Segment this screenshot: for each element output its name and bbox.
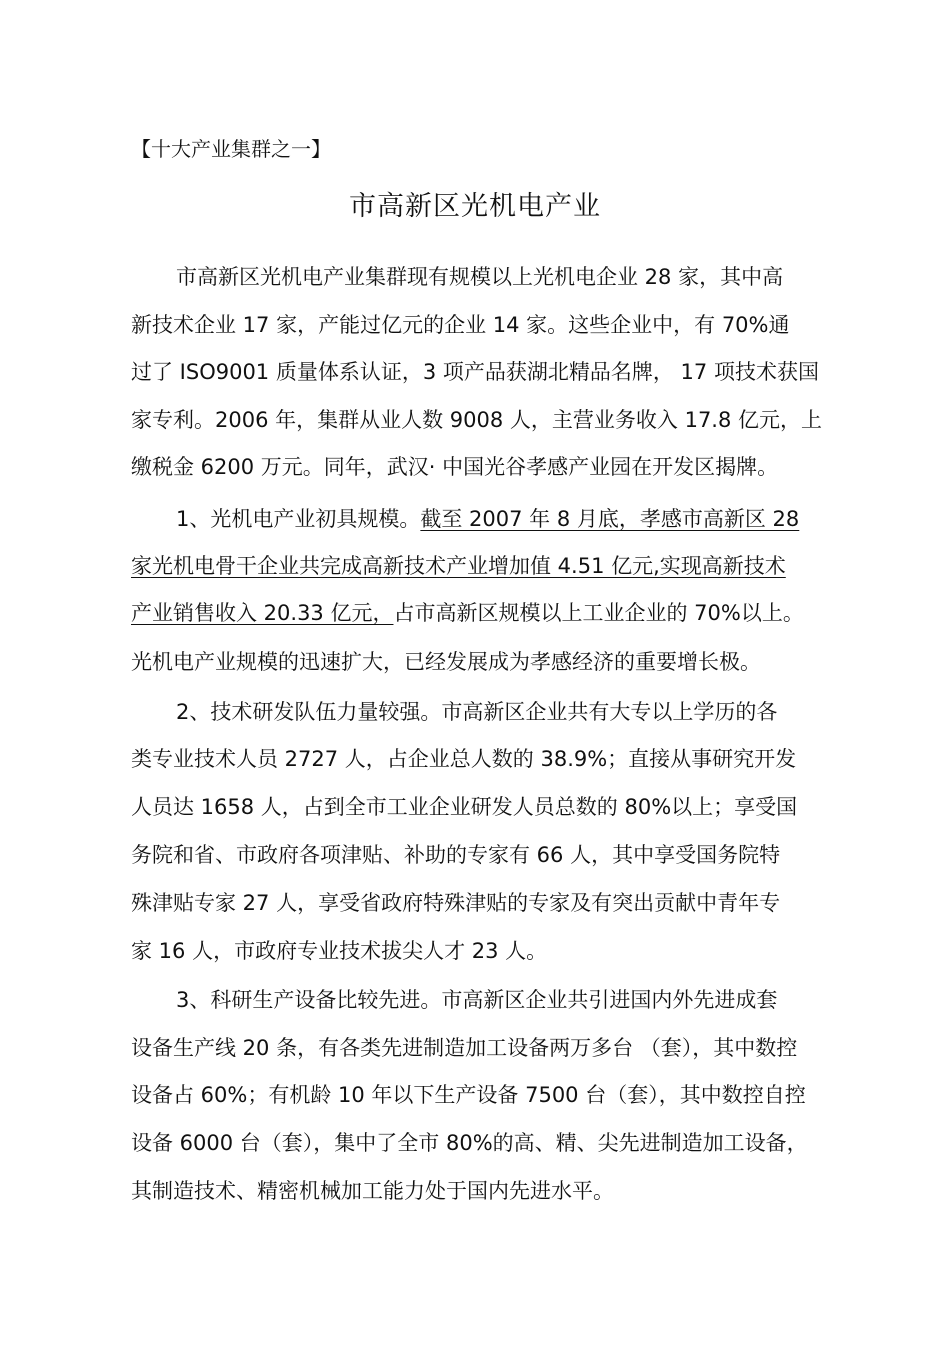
p3-line-3: 设备占 60%；有机龄 10 年以下生产设备 7500 台（套），其中数控自控 (131, 1083, 806, 1107)
intro-line-4: 家专利。2006 年，集群从业人数 9008 人，主营业务收入 17.8 亿元，上 (131, 408, 823, 432)
p3-line-5: 其制造技术、精密机械加工能力处于国内先进水平。 (131, 1179, 614, 1203)
p3-line-4: 设备 6000 台（套），集中了全市 80%的高、精、尖先进制造加工设备， (131, 1131, 808, 1155)
p1-line-2 (131, 551, 786, 581)
p1-plain-text-3: 占市高新区规模以上工业企业的 70%以上。 (393, 601, 804, 625)
p1-underlined-text-1: 截至 2007 年 8 月底，孝感市高新区 28 (420, 507, 800, 531)
p1-line-3 (131, 598, 804, 628)
p2-line-4: 务院和省、市政府各项津贴、补助的专家有 66 人，其中享受国务院特 (131, 843, 781, 867)
page-title: 市高新区光机电产业 (349, 191, 601, 222)
intro-line-3: 过了 ISO9001 质量体系认证，3 项产品获湖北精品名牌， 17 项技术获国 (131, 360, 819, 384)
p1-line-1 (176, 504, 799, 534)
p1-underlined-text-2: 家光机电骨干企业共完成高新技术产业增加值 4.51 亿元,实现高新技术 (131, 554, 786, 578)
p2-line-5: 殊津贴专家 27 人，享受省政府特殊津贴的专家及有突出贡献中青年专 (131, 891, 781, 915)
p2-line-6: 家 16 人，市政府专业技术拔尖人才 23 人。 (131, 939, 548, 963)
p2-line-3: 人员达 1658 人，占到全市工业企业研发人员总数的 80%以上；享受国 (131, 795, 798, 819)
p1-underlined-text-3: 产业销售收入 20.33 亿元， (131, 601, 394, 625)
intro-line-1: 市高新区光机电产业集群现有规模以上光机电企业 28 家，其中高 (176, 265, 784, 289)
p1-line-4: 光机电产业规模的迅速扩大，已经发展成为孝感经济的重要增长极。 (131, 650, 761, 674)
section-tag: 【十大产业集群之一】 (131, 137, 331, 161)
p3-line-1: 3、科研生产设备比较先进。市高新区企业共引进国内外先进成套 (176, 988, 778, 1012)
intro-line-5: 缴税金 6200 万元。同年，武汉· 中国光谷孝感产业园在开发区揭牌。 (131, 455, 779, 479)
p2-line-1: 2、技术研发队伍力量较强。市高新区企业共有大专以上学历的各 (176, 700, 778, 724)
p3-line-2: 设备生产线 20 条，有各类先进制造加工设备两万多台 （套），其中数控 (131, 1036, 798, 1060)
p2-line-2: 类专业技术人员 2727 人，占企业总人数的 38.9%；直接从事研究开发 (131, 747, 797, 771)
intro-line-2: 新技术企业 17 家，产能过亿元的企业 14 家。这些企业中，有 70%通 (131, 313, 790, 337)
p1-heading-text: 1、光机电产业初具规模。 (176, 507, 421, 531)
